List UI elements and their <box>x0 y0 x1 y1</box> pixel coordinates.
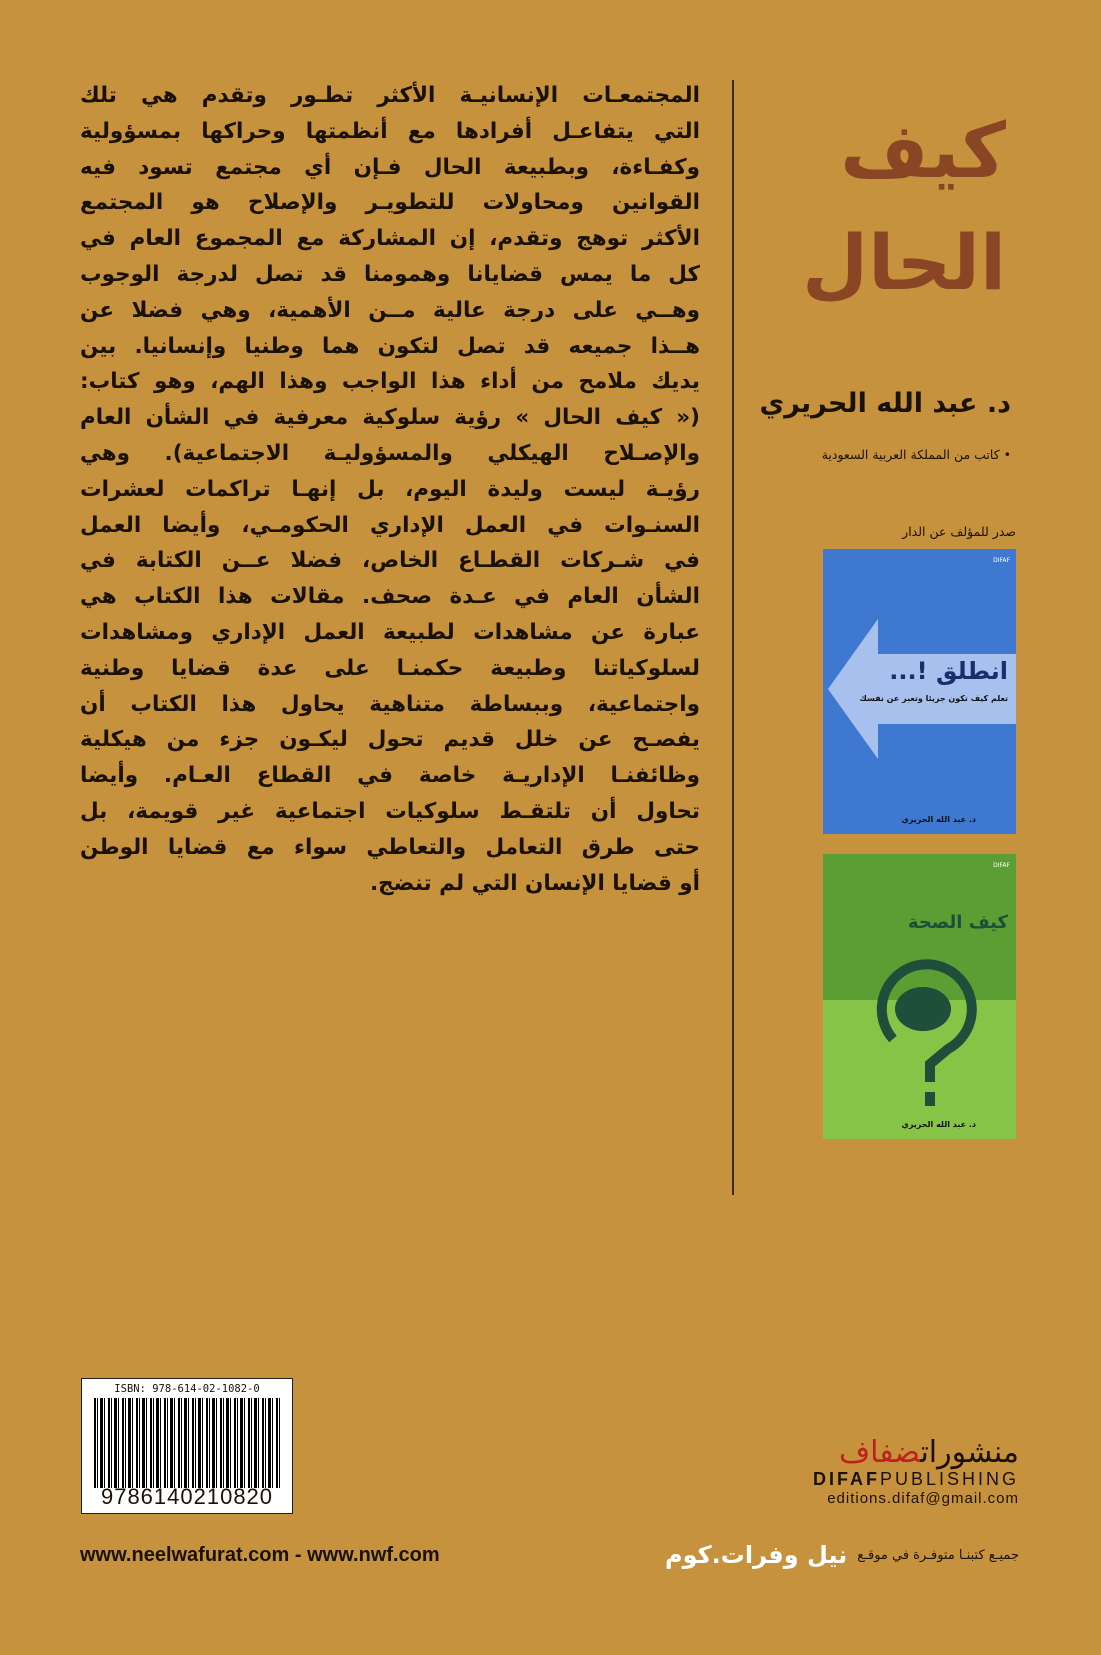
divider <box>732 80 734 1195</box>
blurb-line: (« كيف الحال » رؤية سلوكية معرفية في الشأن العام <box>80 405 700 431</box>
blurb-line: التي يتفاعـل أفرادها مع أنظمتها وحراكها بمسؤولية <box>80 118 700 144</box>
blurb-line: واجتماعية، وببساطة متناهية يحاول هذا الكتاب أن <box>80 691 700 717</box>
title-line-1: كيف <box>840 106 1006 195</box>
publisher-ar-2: ضفاف <box>839 1435 921 1470</box>
blurb-line: السنـوات في العمل الإداري الحكومـي، وأيضا العمل <box>80 512 700 538</box>
blurb-line: يفصـح عن خلل قديم تحول ليكـون جزء من هيكلية <box>80 727 700 753</box>
blurb-line: وهــي على درجة عالية مــن الأهمية، وهي فضلا عن <box>80 297 700 323</box>
arrow-icon <box>828 619 878 759</box>
publisher-logo-small: DIFAF <box>993 557 1010 564</box>
cover-subtitle: تعلم كيف تكون جريئا وتعبر عن نفسك <box>859 694 1008 703</box>
cover-author: د. عبد الله الحريري <box>901 815 976 824</box>
back-cover-blurb <box>80 78 700 901</box>
blurb-line: في شـركات القطـاع الخاص، فضلا عــن الكتابة في <box>80 548 700 574</box>
blurb-line: والإصـلاح الهيكلي والمسؤوليـة الاجتماعية). وهي <box>80 440 700 466</box>
publisher-email: editions.difaf@gmail.com <box>827 1490 1019 1507</box>
blurb-line: حتى طرق التعامل والتعاطي سواء مع قضايا الوطن <box>80 834 700 860</box>
publisher-logo-small: DIFAF <box>993 862 1010 869</box>
publisher-ar-1: منشورات <box>920 1435 1019 1470</box>
blurb-line: كل ما يمس قضايانا وهمومنا قد تصل لدرجة الوجوب <box>80 261 700 287</box>
book-cover-intaliq <box>823 549 1016 834</box>
book-title <box>802 95 1006 319</box>
footer <box>80 1541 1019 1569</box>
title-line-2: الحال <box>802 218 1006 307</box>
blurb-line: يديك ملامح من أداء هذا الواجب وهذا الهم، وهو كتاب: <box>80 369 700 395</box>
blurb-line: الأكثر توهج وتقدم، إن المشاركة مع المجموع العام في <box>80 226 700 252</box>
other-books-label: صدر للمؤلف عن الدار <box>902 524 1016 539</box>
blurb-line: رؤيـة ليست وليدة اليوم، بل إنهـا تراكمات لعشرات <box>80 476 700 502</box>
publisher-en-light: PUBLISHING <box>879 1469 1019 1489</box>
blurb-line: تحاول أن تلتقـط سلوكيات اجتماعية غير قويمة، بل <box>80 798 700 824</box>
author-bio: • كاتب من المملكة العربية السعودية <box>821 447 1011 462</box>
blurb-line: وكفـاءة، وبطبيعة الحال فـإن أي مجتمع تسود فيه <box>80 154 700 180</box>
blurb-line: القوانين ومحاولات للتطويـر والإصلاح هو المجتمع <box>80 190 700 216</box>
blurb-line: وظائفنـا الإداريـة خاصة في القطاع العـام. وأيضا <box>80 763 700 789</box>
blurb-line: أو قضايا الإنسان التي لم تنضج. <box>370 870 700 896</box>
cover-author: د. عبد الله الحريري <box>901 1120 976 1129</box>
cover-title: انطلق !... <box>889 657 1008 685</box>
handshake-question-icon <box>868 954 978 1114</box>
isbn-text: ISBN: 978-614-02-1082-0 <box>114 1383 260 1395</box>
isbn-barcode <box>81 1378 293 1514</box>
footer-urls: www.neelwafurat.com - www.nwf.com <box>80 1543 440 1566</box>
blurb-line: هــذا جميعه قد تصل لتكون هما وطنيا وإنسانيا. بين <box>80 333 700 359</box>
blurb-line: الشأن العام في عـدة صحف. مقالات هذا الكتاب هي <box>80 584 700 610</box>
ean-number: 9786140210820 <box>100 1484 274 1509</box>
blurb-line: المجتمعـات الإنسانيـة الأكثر تطـور وتقدم هي تلك <box>80 83 700 108</box>
author-name: د. عبد الله الحريري <box>759 388 1011 419</box>
cover-title: كيف الصحة <box>907 912 1008 933</box>
publisher-en-bold: DIFAF <box>812 1469 880 1489</box>
book-cover-kayf-alsiha <box>823 854 1016 1139</box>
blurb-line: لسلوكياتنا وطبيعة حكمنـا على عدة قضايا وطنية <box>80 655 700 681</box>
barcode-bars <box>94 1398 280 1488</box>
blurb-line: عبارة عن مشاهدات لطبيعة العمل الإداري ومشاهدات <box>80 619 700 645</box>
footer-availability: جميـع كتبنـا متوفـرة في موقـع <box>857 1547 1019 1563</box>
publisher-logo <box>813 1437 1019 1507</box>
footer-brand: نيل وفرات.كوم <box>665 1541 848 1569</box>
